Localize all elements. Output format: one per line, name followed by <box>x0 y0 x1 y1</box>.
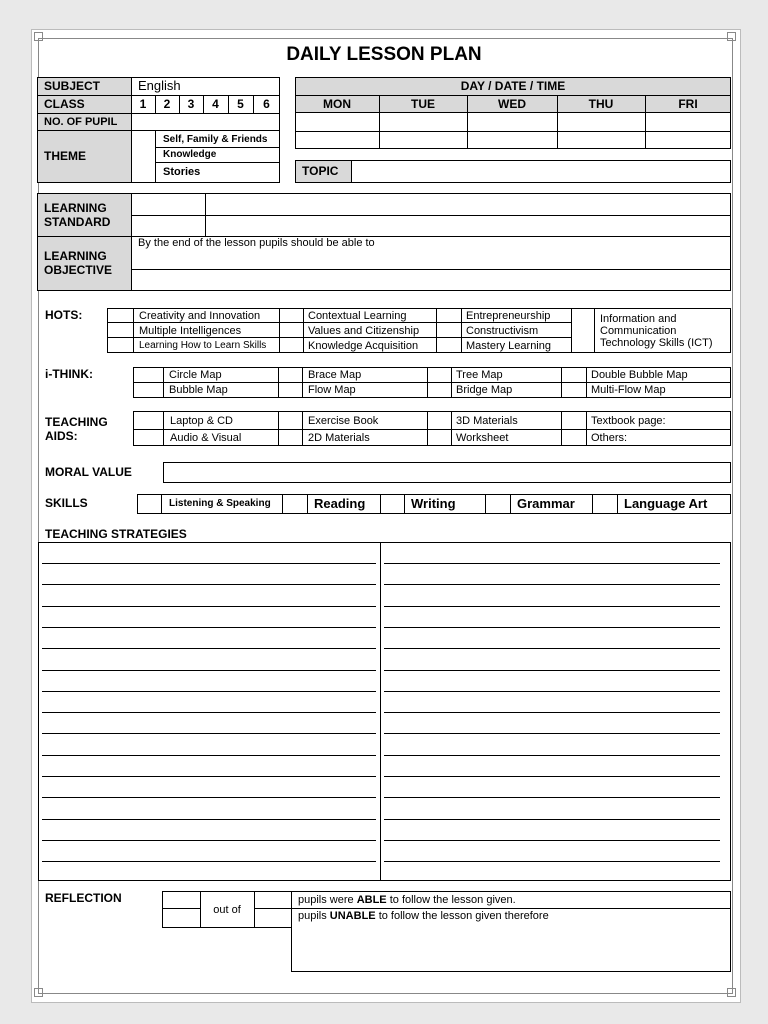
class-number[interactable]: 6 <box>263 97 270 111</box>
reflection-label: REFLECTION <box>45 891 122 905</box>
ithink-option[interactable]: Brace Map <box>308 369 362 381</box>
learning-objective-label: OBJECTIVE <box>44 263 113 277</box>
teaching-aid-option[interactable]: Audio & Visual <box>170 432 242 444</box>
strategy-line <box>384 606 720 607</box>
strategy-line <box>384 861 720 862</box>
ithink-option[interactable]: Double Bubble Map <box>591 369 688 381</box>
strategy-line <box>42 691 376 692</box>
strategy-line <box>42 819 376 820</box>
able-count-field[interactable] <box>163 892 200 908</box>
strategy-line <box>384 670 720 671</box>
theme-label: THEME <box>44 149 86 163</box>
strategy-line <box>384 840 720 841</box>
teaching-aid-option[interactable]: Textbook page: <box>591 415 666 427</box>
teaching-aid-option[interactable]: Laptop & CD <box>170 415 233 427</box>
strategy-line <box>384 776 720 777</box>
hots-option-ict[interactable]: Technology Skills (ICT) <box>600 337 713 349</box>
strategy-line <box>384 819 720 820</box>
day-mon: MON <box>323 97 351 111</box>
hots-option-ict[interactable]: Information and <box>600 313 677 325</box>
ithink-option[interactable]: Multi-Flow Map <box>591 384 666 396</box>
reflection-unable-text: pupils UNABLE to follow the lesson given therefore <box>298 910 549 922</box>
theme-option[interactable]: Self, Family & Friends <box>163 134 268 145</box>
hots-option[interactable]: Creativity and Innovation <box>139 310 261 322</box>
hots-option[interactable]: Mastery Learning <box>466 340 551 352</box>
teaching-aid-option[interactable]: 3D Materials <box>456 415 518 427</box>
learning-objective-label: LEARNING <box>44 249 107 263</box>
total-count-field[interactable] <box>255 892 292 908</box>
ithink-option[interactable]: Flow Map <box>308 384 356 396</box>
strategy-line <box>384 691 720 692</box>
hots-option[interactable]: Values and Citizenship <box>308 325 420 337</box>
moral-value-field[interactable] <box>163 462 731 483</box>
moral-value-label: MORAL VALUE <box>45 465 132 479</box>
hots-option-ict[interactable]: Communication <box>600 325 677 337</box>
strategy-line <box>384 648 720 649</box>
objective-prompt: By the end of the lesson pupils should be able to <box>138 237 375 249</box>
class-label: CLASS <box>44 97 85 111</box>
teaching-aids-label: TEACHING <box>45 415 108 429</box>
class-number[interactable]: 1 <box>139 97 147 111</box>
strategy-line <box>42 670 376 671</box>
hots-option[interactable]: Constructivism <box>466 325 539 337</box>
subject-label: SUBJECT <box>44 79 101 93</box>
skill-option[interactable]: Listening & Speaking <box>169 498 271 509</box>
strategy-line <box>384 584 720 585</box>
strategy-line <box>384 627 720 628</box>
ithink-option[interactable]: Bubble Map <box>169 384 228 396</box>
strategy-line <box>42 648 376 649</box>
class-number[interactable]: 4 <box>212 97 219 111</box>
hots-option[interactable]: Multiple Intelligences <box>139 325 242 337</box>
corner-mark <box>34 32 43 41</box>
strategy-line <box>42 755 376 756</box>
day-thu: THU <box>588 97 614 111</box>
strategy-line <box>42 627 376 628</box>
theme-option[interactable]: Stories <box>163 166 201 178</box>
hots-option[interactable]: Entrepreneurship <box>466 310 551 322</box>
teaching-aid-option[interactable]: Others: <box>591 432 628 444</box>
class-number[interactable]: 3 <box>187 97 195 111</box>
learning-standard-label: LEARNING <box>44 201 107 215</box>
reflection-able-text: pupils were ABLE to follow the lesson given. <box>298 894 516 906</box>
ithink-option[interactable]: Circle Map <box>169 369 222 381</box>
out-of-label: out of <box>213 904 241 916</box>
strategy-line <box>384 797 720 798</box>
skill-option[interactable]: Writing <box>411 496 456 511</box>
strategy-line <box>42 776 376 777</box>
skill-option[interactable]: Grammar <box>517 496 575 511</box>
strategy-line <box>42 584 376 585</box>
strategies-divider <box>380 542 381 881</box>
topic-label: TOPIC <box>302 164 339 178</box>
corner-mark <box>727 32 736 41</box>
hots-option[interactable]: Learning How to Learn Skills <box>139 340 267 351</box>
strategy-line <box>42 712 376 713</box>
strategy-line <box>42 606 376 607</box>
ithink-label: i-THINK: <box>45 367 93 381</box>
pupils-label: NO. OF PUPIL <box>44 116 118 128</box>
ithink-option[interactable]: Tree Map <box>456 369 503 381</box>
strategy-line <box>384 712 720 713</box>
hots-label: HOTS: <box>45 308 83 322</box>
strategy-line <box>42 733 376 734</box>
strategy-line <box>384 733 720 734</box>
subject-value[interactable]: English <box>138 78 181 93</box>
hots-option[interactable]: Knowledge Acquisition <box>308 340 419 352</box>
skills-label: SKILLS <box>45 496 88 510</box>
day-fri: FRI <box>678 97 698 111</box>
corner-mark <box>727 988 736 997</box>
corner-mark <box>34 988 43 997</box>
hots-option[interactable]: Contextual Learning <box>308 310 407 322</box>
strategy-line <box>42 563 376 564</box>
teaching-strategies-label: TEACHING STRATEGIES <box>45 527 187 541</box>
class-number[interactable]: 2 <box>163 97 171 111</box>
ithink-option[interactable]: Bridge Map <box>456 384 513 396</box>
strategy-line <box>42 840 376 841</box>
day-date-time-label: DAY / DATE / TIME <box>460 79 566 93</box>
day-tue: TUE <box>411 97 435 111</box>
strategy-line <box>384 563 720 564</box>
strategy-line <box>42 861 376 862</box>
learning-standard-label: STANDARD <box>44 215 111 229</box>
teaching-aid-option[interactable]: 2D Materials <box>308 432 370 444</box>
theme-option[interactable]: Knowledge <box>163 149 217 160</box>
strategy-line <box>384 755 720 756</box>
class-number[interactable]: 5 <box>237 97 244 111</box>
teaching-aid-option[interactable]: Worksheet <box>456 432 509 444</box>
strategy-line <box>42 797 376 798</box>
teaching-aids-label: AIDS: <box>45 429 78 443</box>
topic-field[interactable] <box>352 161 730 182</box>
teaching-aid-option[interactable]: Exercise Book <box>308 415 379 427</box>
skill-option[interactable]: Reading <box>314 496 366 511</box>
page-title: DAILY LESSON PLAN <box>286 44 482 65</box>
day-wed: WED <box>498 97 526 111</box>
skill-option[interactable]: Language Art <box>624 496 708 511</box>
